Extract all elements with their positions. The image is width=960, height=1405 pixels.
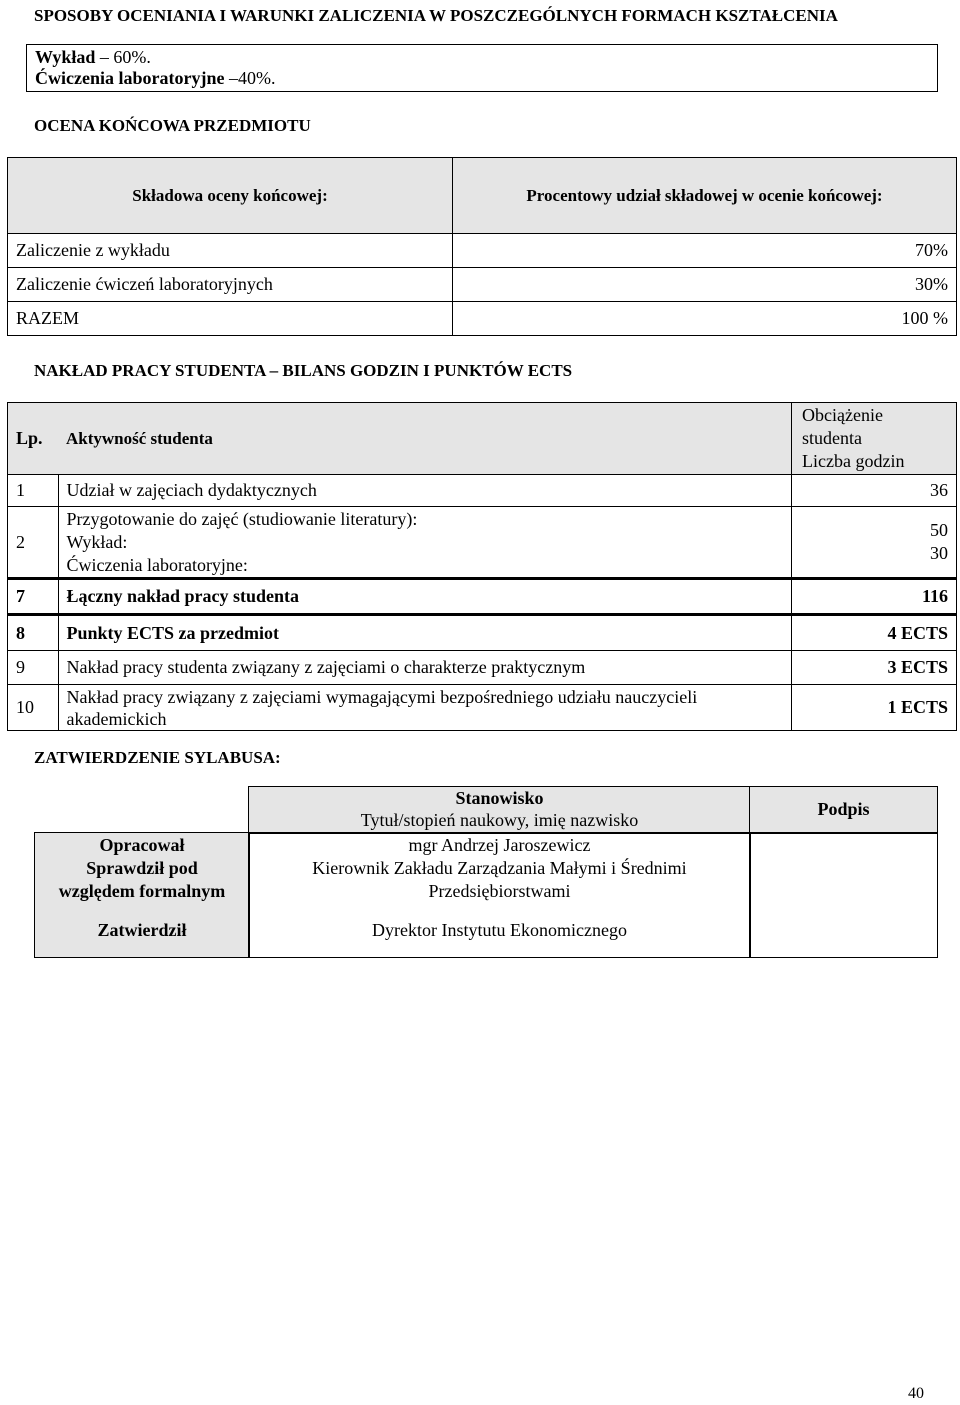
ocena-row-value: 100 % [453,302,957,336]
zatwierdzenie-checked-name-2: Przedsiębiorstwami [428,881,571,901]
naklad-header-load [792,403,957,475]
naklad-value: 116 [792,579,957,615]
ocena-row-label: Zaliczenie ćwiczeń laboratoryjnych [8,268,453,302]
zatwierdzenie-role-column [34,832,250,958]
zatwierdzenie-checked-name-1: Kierownik Zakładu Zarządzania Małymi i Średnimi [312,858,687,878]
naklad-value-line: 50 [930,520,948,540]
naklad-activity: Punkty ECTS za przedmiot [58,615,792,651]
zatwierdzenie-position-header-2: Tytuł/stopień naukowy, imię nazwisko [360,810,639,830]
sposoby-line-2-value: –40%. [228,68,276,88]
table-row [8,579,957,615]
naklad-lp: 8 [8,615,59,651]
naklad-activity: Nakład pracy studenta związany z zajęciami o charakterze praktycznym [58,651,792,685]
naklad-lp: 7 [8,579,59,615]
ocena-header-row [8,158,957,234]
naklad-header-load-2: studenta [802,428,862,448]
naklad-activity-line: Wykład: [66,531,128,552]
naklad-lp: 1 [8,475,59,507]
table-row [8,302,957,336]
naklad-header-activity: Aktywność studenta [58,403,792,475]
sposoby-line-2-label: Ćwiczenia laboratoryjne [35,68,225,88]
naklad-header-lp: Lp. [8,403,59,475]
zatwierdzenie-signature-header [749,786,938,834]
zatwierdzenie-signature-header-label: Podpis [817,799,870,819]
naklad-activity-line: Ćwiczenia laboratoryjne: [66,554,248,575]
naklad-value: 1 ECTS [792,685,957,731]
sposoby-line-1 [35,47,151,68]
page-number: 40 [908,1385,924,1402]
table-row [8,268,957,302]
table-row [8,507,957,579]
zatwierdzenie-checked-label-2: względem formalnym [58,881,226,901]
ocena-row-value: 70% [453,234,957,268]
naklad-value: 3 ECTS [792,651,957,685]
ocena-title: OCENA KOŃCOWA PRZEDMIOTU [34,116,311,135]
zatwierdzenie-approved-name: Dyrektor Instytutu Ekonomicznego [372,920,627,940]
table-row [8,234,957,268]
naklad-header-row [8,403,957,475]
table-row [8,475,957,507]
naklad-value [792,507,957,579]
ocena-row-label: Zaliczenie z wykładu [8,234,453,268]
zatwierdzenie-position-header-1: Stanowisko [455,788,544,808]
naklad-activity-line: akademickich [66,708,167,729]
ocena-header-component: Składowa oceny końcowej: [8,158,453,234]
naklad-activity-line: Nakład pracy związany z zajęciami wymagającymi bezpośredniego udziału nauczycieli [66,686,698,707]
naklad-lp: 9 [8,651,59,685]
naklad-title: NAKŁAD PRACY STUDENTA – BILANS GODZIN I PUNKTÓW ECTS [34,361,573,380]
naklad-activity [58,507,792,579]
naklad-header-load-1: Obciążenie [802,405,883,425]
zatwierdzenie-title: ZATWIERDZENIE SYLABUSA: [34,748,281,767]
zatwierdzenie-checked-label-1: Sprawdził pod [86,858,198,878]
zatwierdzenie-signature-body [749,832,938,958]
sposoby-line-1-label: Wykład [35,47,96,67]
naklad-header-load-3: Liczba godzin [802,451,905,471]
zatwierdzenie-prepared-label: Opracował [99,835,185,855]
sposoby-title: SPOSOBY OCENIANIA I WARUNKI ZALICZENIA W POSZCZEGÓLNYCH FORMACH KSZTAŁCENIA [34,6,838,25]
naklad-table [7,402,957,731]
zatwierdzenie-position-header [248,786,751,834]
zatwierdzenie-approved-label: Zatwierdził [97,920,187,940]
naklad-activity-line: Przygotowanie do zajęć (studiowanie literatury): [66,508,418,529]
table-row [8,685,957,731]
naklad-lp: 10 [8,685,59,731]
sposoby-line-2 [35,68,275,89]
table-row [8,651,957,685]
naklad-activity: Udział w zajęciach dydaktycznych [58,475,792,507]
ocena-row-value: 30% [453,268,957,302]
zatwierdzenie-position-body [248,832,751,958]
naklad-value: 4 ECTS [792,615,957,651]
naklad-activity [58,685,792,731]
table-row [8,615,957,651]
ocena-row-label: RAZEM [8,302,453,336]
ocena-header-share: Procentowy udział składowej w ocenie końcowej: [453,158,957,234]
zatwierdzenie-prepared-name: mgr Andrzej Jaroszewicz [408,835,591,855]
naklad-lp: 2 [8,507,59,579]
sposoby-box [26,44,938,92]
ocena-table [7,157,957,336]
naklad-value: 36 [792,475,957,507]
naklad-value-line: 30 [930,543,948,563]
sposoby-line-1-value: – 60%. [99,47,151,67]
naklad-activity: Łączny nakład pracy studenta [58,579,792,615]
